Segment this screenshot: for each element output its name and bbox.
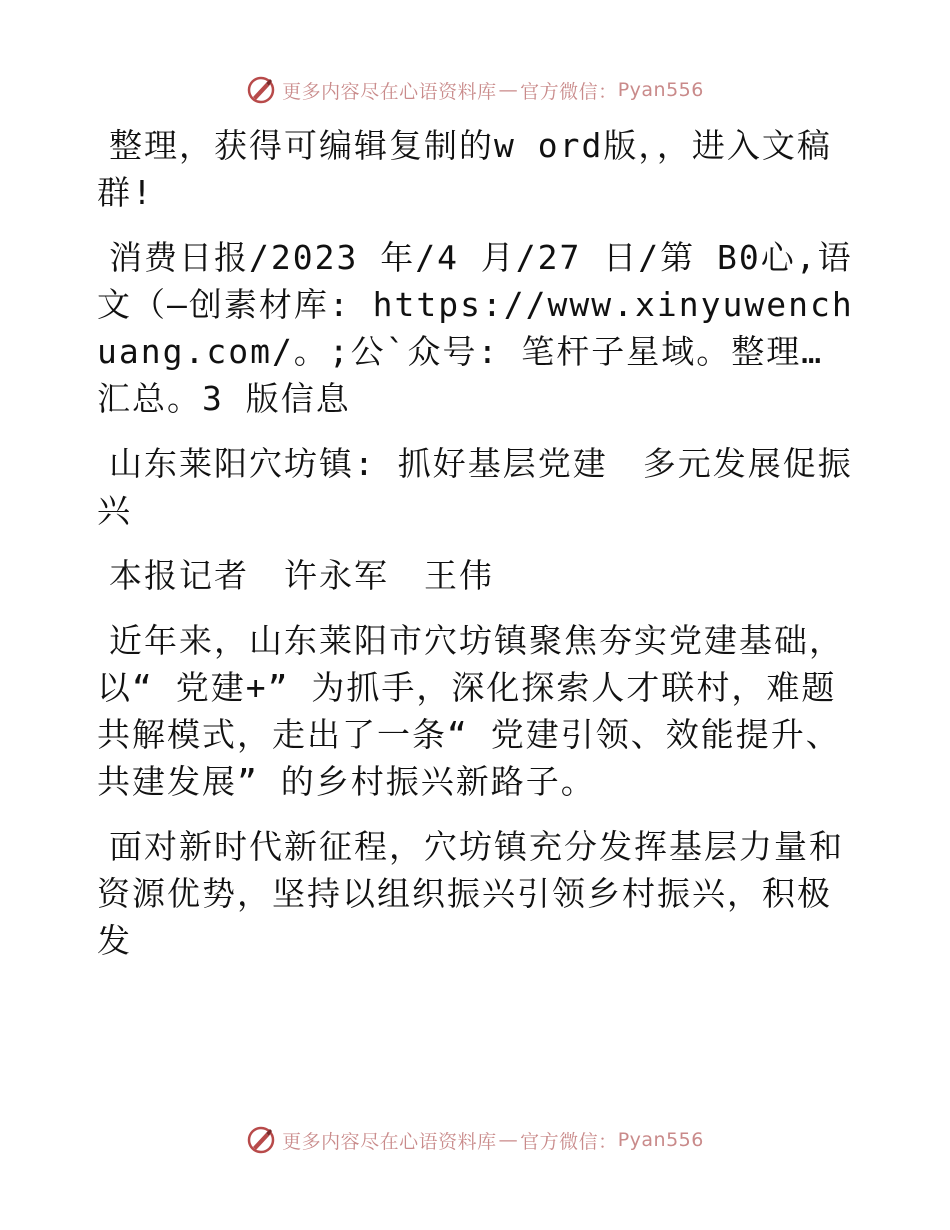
paragraph-body-1: 近年来，山东莱阳市穴坊镇聚焦夯实党建基础，以“ 党建+” 为抓手，深化探索人才联村，难题共解模式，走出了一条“ 党建引领、效能提升、共建发展” 的乡村振兴新路子。 xyxy=(97,621,844,801)
watermark-text: 更多内容尽在心语资料库 xyxy=(282,1130,497,1153)
watermark-separator: — xyxy=(498,79,519,101)
pen-logo-icon xyxy=(246,1125,276,1155)
footer-watermark xyxy=(0,1120,950,1160)
watermark-wechat-label: 官方微信： xyxy=(520,80,618,103)
document-body xyxy=(97,122,857,982)
paragraph-source: 消费日报/2023 年/4 月/27 日/第 B0心,语文（—创素材库: https://www.xinyuwenchuang.com/。;公`众号: 笔杆子星域。整理…汇总。3 版信息 xyxy=(97,238,854,418)
watermark-text: 更多内容尽在心语资料库 xyxy=(282,80,497,103)
paragraph-intro: 整理，获得可编辑复制的w ord版，，进入文稿群! xyxy=(97,126,832,212)
watermark-wechat-id: Pyan556 xyxy=(617,79,704,101)
article-byline: 本报记者 许永军 王伟 xyxy=(109,556,494,595)
watermark-separator: — xyxy=(498,1129,519,1151)
paragraph-body-2: 面对新时代新征程，穴坊镇充分发挥基层力量和资源优势，坚持以组织振兴引领乡村振兴，积极发 xyxy=(97,827,844,960)
watermark-wechat-label: 官方微信： xyxy=(520,1130,618,1153)
article-title: 山东莱阳穴坊镇: 抓好基层党建 多元发展促振兴 xyxy=(97,444,853,530)
pen-logo-icon xyxy=(246,75,276,105)
watermark-wechat-id: Pyan556 xyxy=(617,1129,704,1151)
header-watermark xyxy=(0,70,950,110)
